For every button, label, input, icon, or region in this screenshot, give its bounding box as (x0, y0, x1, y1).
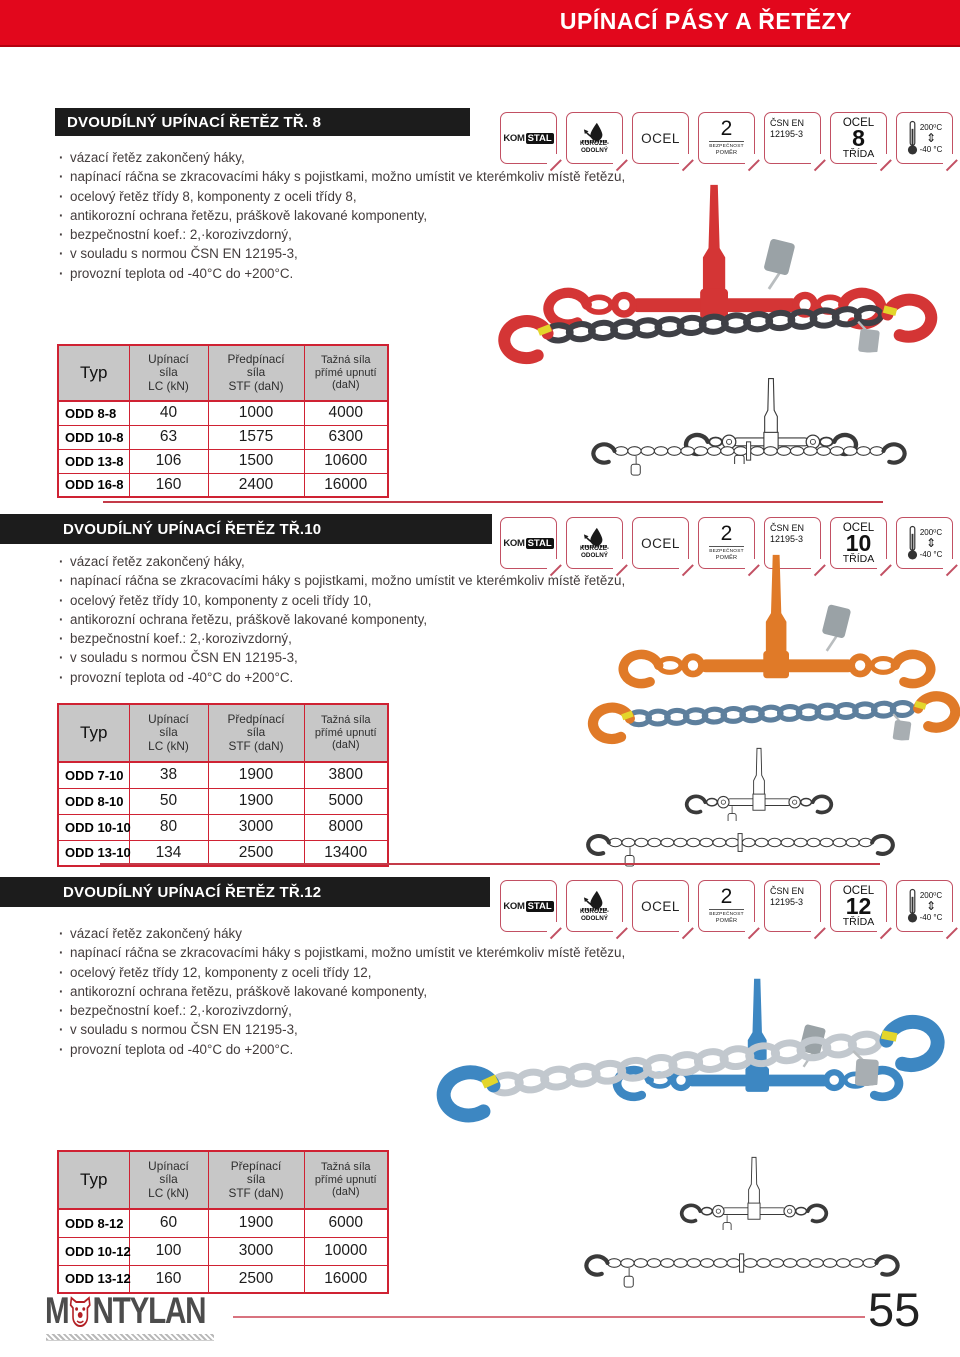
section-header-tr12 (0, 877, 490, 907)
lc-cell: 50 (129, 788, 208, 814)
feature-item: · vázací řetěz zakončený háky, (58, 148, 688, 167)
badge-komstal-logo: KOM STAL (500, 517, 557, 569)
spec-table-tr8 (57, 344, 389, 498)
badge-temperature-range: 200⁰C ⇕ -40 °C (896, 880, 953, 932)
section-title: DVOUDÍLNÝ UPÍNACÍ ŘETĚZ TŘ.10 (63, 520, 322, 538)
up-down-arrow-icon: ⇕ (925, 898, 937, 913)
col-header-typ: Typ (58, 345, 129, 401)
badge-steel-class-8: OCEL 8 TŘÍDA (830, 112, 887, 164)
col-header-tazna: Tažná síla přímé upnutí (daN) (304, 704, 388, 762)
feature-item: · antikorozní ochrana řetězu, práškově lakované komponenty, (58, 610, 688, 629)
feature-item: · provozní teplota od -40°C do +200°C. (58, 668, 688, 687)
feature-item: · bezpečnostní koef.: 2,·korozivzdorný, (58, 225, 688, 244)
stf-cell: 1500 (208, 449, 304, 473)
type-cell: ODD 8-12 (58, 1209, 129, 1237)
feature-item: · ocelový řetěz třídy 10, komponenty z oceli třídy 10, (58, 591, 688, 610)
col-header-stf: Předpínací síla STF (daN) (208, 345, 304, 401)
table-row (58, 1237, 388, 1265)
stf-cell: 1900 (208, 1209, 304, 1237)
tazna-cell: 6000 (304, 1209, 388, 1237)
feature-item: · vázací řetěz zakončený háky, (58, 552, 688, 571)
col-header-typ: Typ (58, 704, 129, 762)
bulldog-face-icon (68, 1295, 92, 1327)
badge-safety-ratio: 2 BEZPEČNOST POMĚR (698, 880, 755, 932)
feature-item: · antikorozní ochrana řetězu, práškově lakované komponenty, (58, 206, 688, 225)
badge-safety-ratio: 2 BEZPEČNOST POMĚR (698, 517, 755, 569)
type-cell: ODD 10-12 (58, 1237, 129, 1265)
feature-item: · bezpečnostní koef.: 2,·korozivzdorný, (58, 1001, 688, 1020)
table-row (58, 814, 388, 840)
stf-cell: 2400 (208, 473, 304, 497)
col-header-lc: Upínací síla LC (kN) (129, 1151, 208, 1209)
stf-cell: 2500 (208, 840, 304, 866)
table-row (58, 425, 388, 449)
spec-table-tr10 (57, 703, 389, 867)
section-divider (100, 863, 880, 865)
spec-table-tr12 (57, 1150, 389, 1294)
feature-item: · vázací řetěz zakončený háky (58, 924, 688, 943)
table-row (58, 1209, 388, 1237)
col-header-lc: Upínací síla LC (kN) (129, 704, 208, 762)
badge-steel-class-12: OCEL 12 TŘÍDA (830, 880, 887, 932)
tazna-cell: 8000 (304, 814, 388, 840)
tazna-cell: 10000 (304, 1237, 388, 1265)
lc-cell: 63 (129, 425, 208, 449)
tazna-cell: 6300 (304, 425, 388, 449)
feature-item: · provozní teplota od -40°C do +200°C. (58, 264, 688, 283)
badge-komstal-logo: KOM STAL (500, 880, 557, 932)
badge-norm-csn-en: ČSN EN 12195-3 (764, 517, 821, 569)
type-cell: ODD 10-10 (58, 814, 129, 840)
stf-cell: 3000 (208, 1237, 304, 1265)
feature-item: · v souladu s normou ČSN EN 12195-3, (58, 1020, 688, 1039)
chain-drawing-tr10 (578, 818, 903, 867)
col-header-stf: Předpínací síla STF (daN) (208, 704, 304, 762)
feature-item: · v souladu s normou ČSN EN 12195-3, (58, 244, 688, 263)
ratchet-binder-drawing-tr12 (653, 1156, 855, 1230)
stf-cell: 1000 (208, 401, 304, 425)
tazna-cell: 16000 (304, 473, 388, 497)
badge-safety-ratio: 2 BEZPEČNOST POMĚR (698, 112, 755, 164)
badge-temperature-range: 200⁰C ⇕ -40 °C (896, 517, 953, 569)
feature-item: · ocelový řetěz třídy 12, komponenty z oceli třídy 12, (58, 963, 688, 982)
table-row (58, 762, 388, 788)
feature-item: · antikorozní ochrana řetězu, práškově lakované komponenty, (58, 982, 688, 1001)
badge-corrosion-resistant: KOROZE- ODOLNÝ (566, 112, 623, 164)
tazna-cell: 10600 (304, 449, 388, 473)
komstal-text: KOM (503, 132, 525, 144)
lc-cell: 60 (129, 1209, 208, 1237)
page-number: 55 (868, 1283, 921, 1336)
table-row (58, 788, 388, 814)
section-title: DVOUDÍLNÝ UPÍNACÍ ŘETĚZ TŘ. 8 (67, 113, 322, 131)
chain-photo-tr10 (577, 675, 960, 752)
type-cell: ODD 16-8 (58, 473, 129, 497)
feature-item: · v souladu s normou ČSN EN 12195-3, (58, 648, 688, 667)
type-cell: ODD 10-8 (58, 425, 129, 449)
stf-cell: 2500 (208, 1265, 304, 1293)
lc-cell: 38 (129, 762, 208, 788)
type-cell: ODD 13-10 (58, 840, 129, 866)
badge-corrosion-resistant: KOROZE- ODOLNÝ (566, 880, 623, 932)
col-header-typ: Typ (58, 1151, 129, 1209)
badge-steel: OCEL (632, 880, 689, 932)
lc-cell: 160 (129, 1265, 208, 1293)
brand-suffix: NTYLAN (92, 1290, 206, 1331)
badge-komstal-logo: KOM STAL (500, 112, 557, 164)
ratchet-binder-drawing-tr10 (658, 747, 860, 821)
col-header-lc: Upínací síla LC (kN) (129, 345, 208, 401)
badge-steel: OCEL (632, 112, 689, 164)
table-row (58, 401, 388, 425)
feature-item: · ocelový řetěz třídy 8, komponenty z oceli třídy 8, (58, 187, 688, 206)
lc-cell: 100 (129, 1237, 208, 1265)
chain-drawing-tr8 (583, 426, 915, 476)
page-header (0, 0, 960, 47)
chain-drawing-tr12 (576, 1238, 908, 1288)
badge-steel-class-10: OCEL 10 TŘÍDA (830, 517, 887, 569)
section-header-tr8 (55, 108, 470, 136)
lc-cell: 106 (129, 449, 208, 473)
tazna-cell: 5000 (304, 788, 388, 814)
type-cell: ODD 7-10 (58, 762, 129, 788)
badge-steel: OCEL (632, 517, 689, 569)
table-row (58, 449, 388, 473)
footer-rule (233, 1316, 865, 1318)
tazna-cell: 16000 (304, 1265, 388, 1293)
stf-cell: 3000 (208, 814, 304, 840)
badge-norm-csn-en: ČSN EN 12195-3 (764, 112, 821, 164)
type-cell: ODD 13-12 (58, 1265, 129, 1293)
type-cell: ODD 8-8 (58, 401, 129, 425)
table-row (58, 473, 388, 497)
feature-item: · bezpečnostní koef.: 2,·korozivzdorný, (58, 629, 688, 648)
section-title: DVOUDÍLNÝ UPÍNACÍ ŘETĚZ TŘ.12 (63, 883, 322, 901)
section-header-tr10 (0, 514, 492, 544)
feature-item: · napínací ráčna se zkracovacími háky s pojistkami, možno umístit ve kterémkoliv místě řetězu, (58, 571, 688, 590)
up-down-arrow-icon: ⇕ (925, 130, 937, 145)
badge-corrosion-resistant: KOROZE- ODOLNÝ (566, 517, 623, 569)
brand-prefix: M (45, 1290, 69, 1331)
type-cell: ODD 13-8 (58, 449, 129, 473)
section-divider (103, 501, 883, 503)
brand-logo (45, 1290, 205, 1332)
lc-cell: 40 (129, 401, 208, 425)
tazna-cell: 13400 (304, 840, 388, 866)
lc-cell: 160 (129, 473, 208, 497)
stf-cell: 1575 (208, 425, 304, 449)
feature-item: · provozní teplota od -40°C do +200°C. (58, 1040, 688, 1059)
badge-norm-csn-en: ČSN EN 12195-3 (764, 880, 821, 932)
col-header-tazna: Tažná síla přímé upnutí (daN) (304, 1151, 388, 1209)
badge-temperature-range: 200⁰C ⇕ -40 °C (896, 112, 953, 164)
col-header-tazna: Tažná síla přímé upnutí (daN) (304, 345, 388, 401)
tazna-cell: 4000 (304, 401, 388, 425)
lc-cell: 134 (129, 840, 208, 866)
stf-cell: 1900 (208, 788, 304, 814)
lc-cell: 80 (129, 814, 208, 840)
col-header-stf: Přepínací síla STF (daN) (208, 1151, 304, 1209)
stf-cell: 1900 (208, 762, 304, 788)
up-down-arrow-icon: ⇕ (925, 535, 937, 550)
feature-item: · napínací ráčna se zkracovacími háky s pojistkami, možno umístit ve kterémkoliv místě řetězu, (58, 167, 688, 186)
table-row (58, 1265, 388, 1293)
tazna-cell: 3800 (304, 762, 388, 788)
page-title: UPÍNACÍ PÁSY A ŘETĚZY (559, 8, 852, 34)
thermometer-icon (907, 885, 918, 927)
thermometer-icon (907, 117, 918, 159)
type-cell: ODD 8-10 (58, 788, 129, 814)
feature-item: · napínací ráčna se zkracovacími háky s pojistkami, možno umístit ve kterémkoliv místě řetězu, (58, 943, 688, 962)
logo-underline-hatch (46, 1334, 214, 1341)
feature-list-tr10 (58, 552, 688, 687)
